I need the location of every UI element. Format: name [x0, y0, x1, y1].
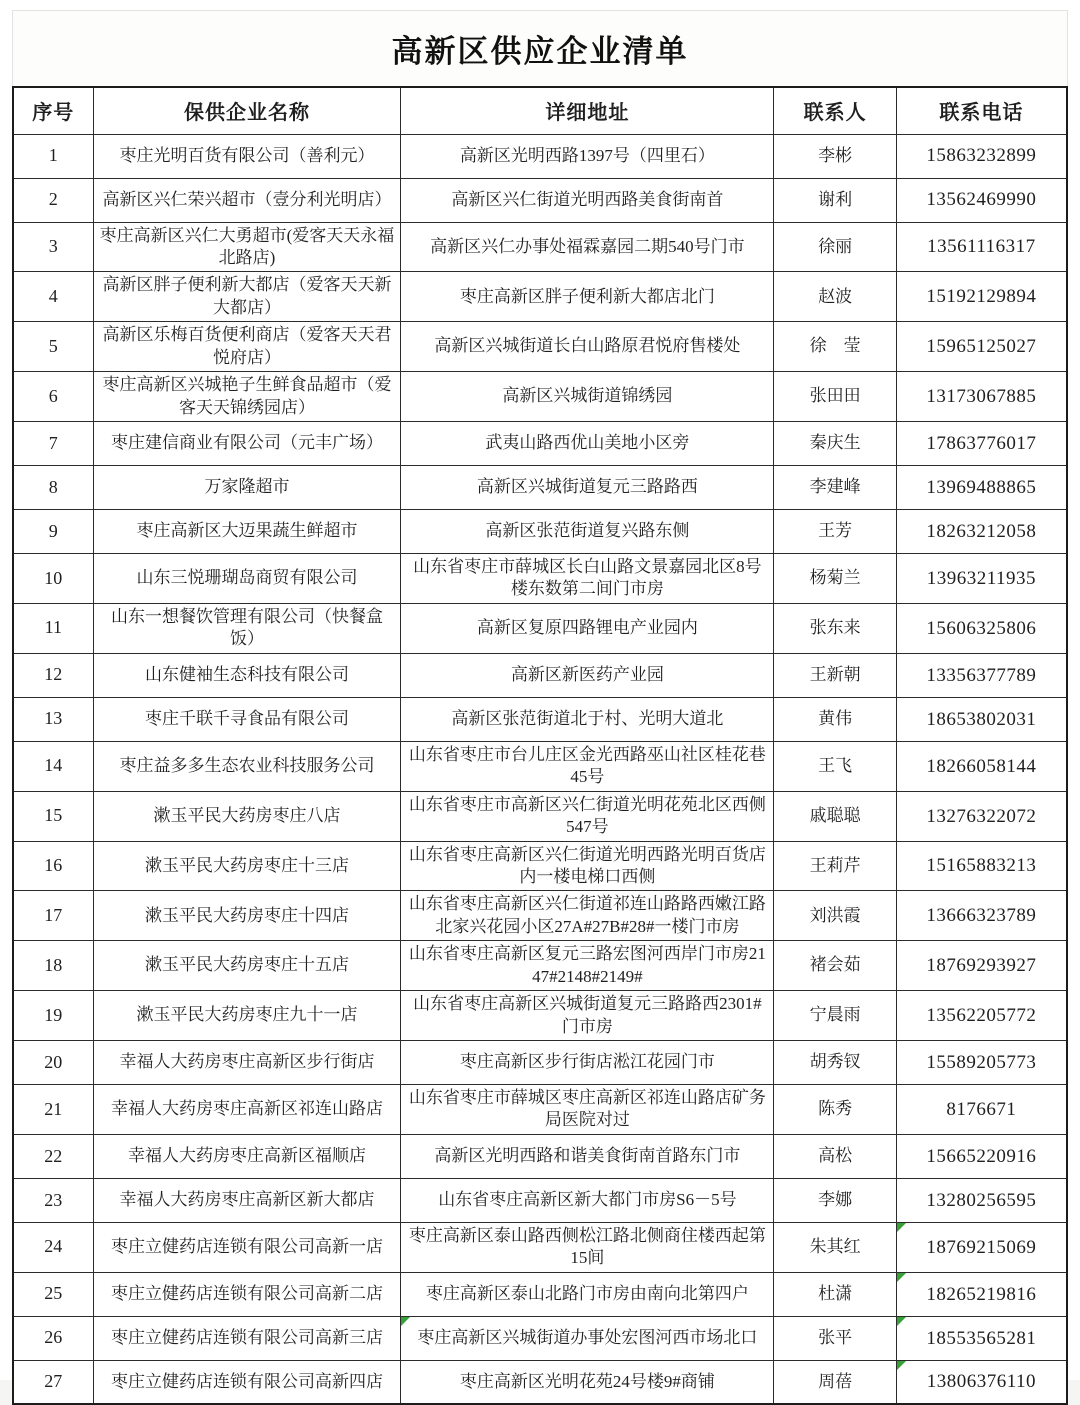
cell-contact: 杜潇	[774, 1272, 896, 1316]
cell-address: 枣庄高新区泰山路西侧松江路北侧商住楼西起第15间	[401, 1222, 774, 1272]
table-row	[13, 1272, 1067, 1316]
cell-contact: 高松	[774, 1134, 896, 1178]
table-row	[13, 1316, 1067, 1360]
cell-phone: 18265219816	[896, 1272, 1067, 1316]
cell-phone: 13562469990	[896, 178, 1067, 222]
table-row	[13, 1041, 1067, 1085]
cell-address: 山东省枣庄市薛城区枣庄高新区祁连山路店矿务局医院对过	[401, 1085, 774, 1135]
table-row	[13, 891, 1067, 941]
cell-name: 漱玉平民大药房枣庄十五店	[93, 941, 401, 991]
cell-contact: 徐 莹	[774, 322, 896, 372]
cell-contact: 宁晨雨	[774, 991, 896, 1041]
cell-index: 24	[13, 1222, 93, 1272]
cell-phone: 13356377789	[896, 653, 1067, 697]
cell-name: 枣庄立健药店连锁有限公司高新二店	[93, 1272, 401, 1316]
table-row	[13, 1222, 1067, 1272]
cell-index: 8	[13, 466, 93, 510]
cell-address: 高新区兴仁办事处福霖嘉园二期540号门市	[401, 222, 774, 272]
cell-address: 枣庄高新区光明花苑24号楼9#商铺	[401, 1360, 774, 1404]
table-row	[13, 1085, 1067, 1135]
cell-contact: 谢利	[774, 178, 896, 222]
cell-address: 枣庄高新区步行街店淞江花园门市	[401, 1041, 774, 1085]
document-content	[12, 10, 1068, 1405]
cell-name: 幸福人大药房枣庄高新区福顺店	[93, 1134, 401, 1178]
cell-index: 20	[13, 1041, 93, 1085]
green-flag-icon	[897, 1223, 906, 1232]
cell-contact: 王莉芹	[774, 841, 896, 891]
suppliers-table	[12, 86, 1068, 1405]
table-row	[13, 134, 1067, 178]
cell-index: 4	[13, 272, 93, 322]
table-row	[13, 741, 1067, 791]
cell-phone: 18653802031	[896, 697, 1067, 741]
cell-name: 山东三悦珊瑚岛商贸有限公司	[93, 554, 401, 604]
cell-phone: 15589205773	[896, 1041, 1067, 1085]
cell-index: 2	[13, 178, 93, 222]
cell-contact: 戚聪聪	[774, 791, 896, 841]
cell-contact: 陈秀	[774, 1085, 896, 1135]
table-row	[13, 554, 1067, 604]
table-row	[13, 1178, 1067, 1222]
cell-index: 19	[13, 991, 93, 1041]
cell-name: 枣庄立健药店连锁有限公司高新一店	[93, 1222, 401, 1272]
header-row	[13, 87, 1067, 134]
cell-phone: 13562205772	[896, 991, 1067, 1041]
cell-contact: 李娜	[774, 1178, 896, 1222]
table-row	[13, 322, 1067, 372]
table-row	[13, 653, 1067, 697]
cell-phone: 18769293927	[896, 941, 1067, 991]
cell-address: 高新区兴城街道长白山路原君悦府售楼处	[401, 322, 774, 372]
cell-contact: 李建峰	[774, 466, 896, 510]
cell-name: 万家隆超市	[93, 466, 401, 510]
table-row	[13, 422, 1067, 466]
cell-name: 幸福人大药房枣庄高新区步行街店	[93, 1041, 401, 1085]
cell-address: 高新区张范街道复兴路东侧	[401, 510, 774, 554]
cell-name: 漱玉平民大药房枣庄十三店	[93, 841, 401, 891]
cell-contact: 杨菊兰	[774, 554, 896, 604]
cell-contact: 周蓓	[774, 1360, 896, 1404]
cell-name: 枣庄益多多生态农业科技服务公司	[93, 741, 401, 791]
title-box	[12, 10, 1068, 86]
cell-name: 枣庄光明百货有限公司（善利元）	[93, 134, 401, 178]
cell-index: 7	[13, 422, 93, 466]
column-header-index: 序号	[13, 87, 93, 134]
column-header-contact: 联系人	[774, 87, 896, 134]
cell-address: 山东省枣庄市高新区兴仁街道光明花苑北区西侧547号	[401, 791, 774, 841]
cell-name: 高新区乐梅百货便利商店（爱客天天君悦府店）	[93, 322, 401, 372]
cell-name: 枣庄建信商业有限公司（元丰广场）	[93, 422, 401, 466]
cell-index: 1	[13, 134, 93, 178]
cell-contact: 黄伟	[774, 697, 896, 741]
cell-phone: 18266058144	[896, 741, 1067, 791]
table-row	[13, 603, 1067, 653]
cell-contact: 秦庆生	[774, 422, 896, 466]
cell-address: 山东省枣庄高新区新大都门市房S6－5号	[401, 1178, 774, 1222]
cell-index: 10	[13, 554, 93, 604]
cell-contact: 李彬	[774, 134, 896, 178]
cell-phone: 15165883213	[896, 841, 1067, 891]
cell-name: 幸福人大药房枣庄高新区新大都店	[93, 1178, 401, 1222]
cell-address: 高新区新医药产业园	[401, 653, 774, 697]
green-flag-icon	[897, 1361, 906, 1370]
table-header	[13, 87, 1067, 134]
cell-contact: 徐丽	[774, 222, 896, 272]
cell-name: 枣庄立健药店连锁有限公司高新三店	[93, 1316, 401, 1360]
cell-address: 高新区光明西路和谐美食街南首路东门市	[401, 1134, 774, 1178]
table-row	[13, 178, 1067, 222]
table-row	[13, 991, 1067, 1041]
cell-phone: 13969488865	[896, 466, 1067, 510]
cell-name: 枣庄立健药店连锁有限公司高新四店	[93, 1360, 401, 1404]
cell-phone: 15192129894	[896, 272, 1067, 322]
column-header-phone: 联系电话	[896, 87, 1067, 134]
cell-index: 26	[13, 1316, 93, 1360]
cell-index: 6	[13, 372, 93, 422]
cell-index: 3	[13, 222, 93, 272]
cell-name: 漱玉平民大药房枣庄八店	[93, 791, 401, 841]
column-header-address: 详细地址	[401, 87, 774, 134]
cell-contact: 王飞	[774, 741, 896, 791]
table-row	[13, 941, 1067, 991]
cell-index: 21	[13, 1085, 93, 1135]
cell-index: 27	[13, 1360, 93, 1404]
cell-phone: 17863776017	[896, 422, 1067, 466]
cell-index: 16	[13, 841, 93, 891]
cell-address: 山东省枣庄市薛城区长白山路文景嘉园北区8号楼东数第二间门市房	[401, 554, 774, 604]
cell-contact: 张平	[774, 1316, 896, 1360]
cell-name: 枣庄高新区兴仁大勇超市(爱客天天永福北路店)	[93, 222, 401, 272]
green-flag-icon	[897, 1273, 906, 1282]
cell-name: 幸福人大药房枣庄高新区祁连山路店	[93, 1085, 401, 1135]
page-title: 高新区供应企业清单	[391, 34, 689, 69]
table-row	[13, 791, 1067, 841]
cell-address: 高新区光明西路1397号（四里石）	[401, 134, 774, 178]
cell-address: 山东省枣庄市台儿庄区金光西路巫山社区桂花巷45号	[401, 741, 774, 791]
table-row	[13, 697, 1067, 741]
table-row	[13, 1134, 1067, 1178]
cell-phone: 13280256595	[896, 1178, 1067, 1222]
cell-phone: 15665220916	[896, 1134, 1067, 1178]
cell-phone: 18769215069	[896, 1222, 1067, 1272]
cell-name: 山东一想餐饮管理有限公司（快餐盒饭）	[93, 603, 401, 653]
cell-name: 高新区兴仁荣兴超市（壹分利光明店）	[93, 178, 401, 222]
cell-address: 高新区兴仁街道光明西路美食街南首	[401, 178, 774, 222]
cell-phone: 15965125027	[896, 322, 1067, 372]
cell-address: 山东省枣庄高新区兴仁街道光明西路光明百货店内一楼电梯口西侧	[401, 841, 774, 891]
cell-phone: 15606325806	[896, 603, 1067, 653]
cell-index: 11	[13, 603, 93, 653]
cell-name: 山东健袖生态科技有限公司	[93, 653, 401, 697]
table-row	[13, 466, 1067, 510]
cell-contact: 胡秀钗	[774, 1041, 896, 1085]
cell-index: 25	[13, 1272, 93, 1316]
cell-phone: 18263212058	[896, 510, 1067, 554]
cell-phone: 13806376110	[896, 1360, 1067, 1404]
cell-address: 枣庄高新区兴城街道办事处宏图河西市场北口	[401, 1316, 774, 1360]
table-body	[13, 134, 1067, 1404]
cell-name: 枣庄高新区兴城艳子生鲜食品超市（爱客天天锦绣园店）	[93, 372, 401, 422]
cell-phone: 18553565281	[896, 1316, 1067, 1360]
table-row	[13, 841, 1067, 891]
cell-index: 17	[13, 891, 93, 941]
cell-name: 漱玉平民大药房枣庄九十一店	[93, 991, 401, 1041]
cell-name: 高新区胖子便利新大都店（爱客天天新大都店）	[93, 272, 401, 322]
green-flag-icon	[401, 1317, 410, 1326]
cell-address: 高新区兴城街道锦绣园	[401, 372, 774, 422]
cell-address: 高新区复原四路锂电产业园内	[401, 603, 774, 653]
cell-index: 9	[13, 510, 93, 554]
cell-phone: 13561116317	[896, 222, 1067, 272]
table-row	[13, 510, 1067, 554]
table-row	[13, 372, 1067, 422]
cell-phone: 13173067885	[896, 372, 1067, 422]
cell-address: 山东省枣庄高新区复元三路宏图河西岸门市房2147#2148#2149#	[401, 941, 774, 991]
cell-phone: 15863232899	[896, 134, 1067, 178]
cell-contact: 赵波	[774, 272, 896, 322]
cell-name: 漱玉平民大药房枣庄十四店	[93, 891, 401, 941]
table-row	[13, 272, 1067, 322]
cell-address: 枣庄高新区胖子便利新大都店北门	[401, 272, 774, 322]
cell-contact: 褚会茹	[774, 941, 896, 991]
cell-address: 山东省枣庄高新区兴城街道复元三路路西2301#门市房	[401, 991, 774, 1041]
cell-phone: 8176671	[896, 1085, 1067, 1135]
cell-phone: 13963211935	[896, 554, 1067, 604]
cell-contact: 张东来	[774, 603, 896, 653]
cell-contact: 朱其红	[774, 1222, 896, 1272]
cell-index: 12	[13, 653, 93, 697]
table-row	[13, 1360, 1067, 1404]
cell-address: 高新区兴城街道复元三路路西	[401, 466, 774, 510]
cell-phone: 13276322072	[896, 791, 1067, 841]
table-row	[13, 222, 1067, 272]
cell-name: 枣庄千联千寻食品有限公司	[93, 697, 401, 741]
cell-contact: 张田田	[774, 372, 896, 422]
green-flag-icon	[897, 1317, 906, 1326]
cell-index: 23	[13, 1178, 93, 1222]
cell-phone: 13666323789	[896, 891, 1067, 941]
cell-contact: 王芳	[774, 510, 896, 554]
cell-index: 13	[13, 697, 93, 741]
cell-index: 14	[13, 741, 93, 791]
cell-index: 18	[13, 941, 93, 991]
cell-address: 武夷山路西优山美地小区旁	[401, 422, 774, 466]
cell-contact: 王新朝	[774, 653, 896, 697]
cell-address: 山东省枣庄高新区兴仁街道祁连山路路西嫩江路北家兴花园小区27A#27B#28#一楼门市房	[401, 891, 774, 941]
column-header-name: 保供企业名称	[93, 87, 401, 134]
cell-index: 22	[13, 1134, 93, 1178]
cell-index: 15	[13, 791, 93, 841]
cell-name: 枣庄高新区大迈果蔬生鲜超市	[93, 510, 401, 554]
cell-index: 5	[13, 322, 93, 372]
cell-address: 枣庄高新区泰山北路门市房由南向北第四户	[401, 1272, 774, 1316]
cell-address: 高新区张范街道北于村、光明大道北	[401, 697, 774, 741]
cell-contact: 刘洪霞	[774, 891, 896, 941]
